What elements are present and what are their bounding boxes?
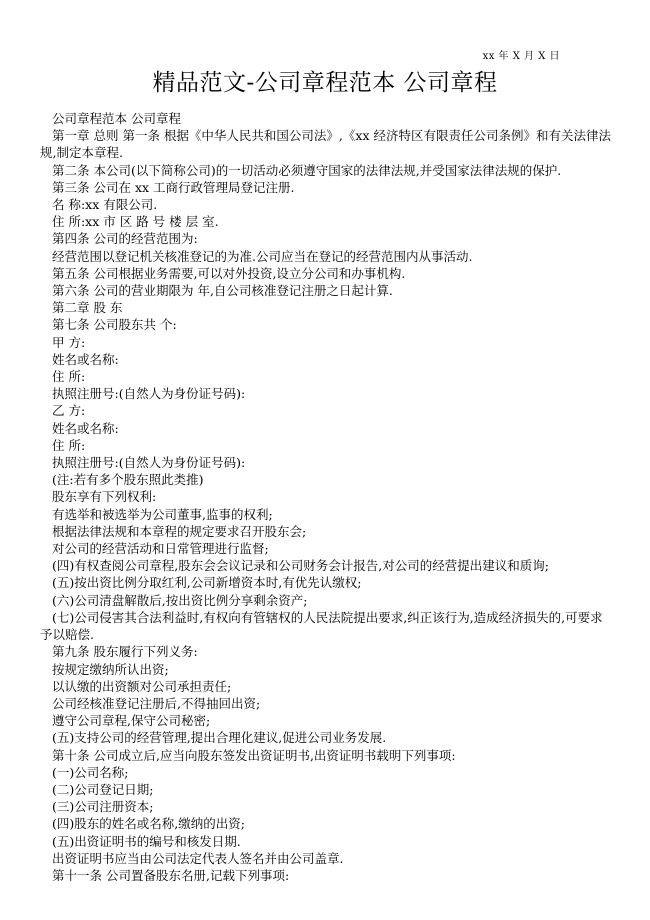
body-paragraph: 第十条 公司成立后,应当向股东签发出资证明书,出资证明书载明下列事项: (52, 747, 456, 763)
body-paragraph: (四)有权查阅公司章程,股东会会议记录和公司财务会计报告,对公司的经营提出建议和质询; (52, 558, 549, 574)
body-paragraph: 名 称:xx 有限公司. (52, 197, 158, 213)
body-paragraph: 第四条 公司的经营范围为: (52, 231, 198, 247)
body-paragraph: (注:若有多个股东照此类推) (52, 472, 204, 488)
body-paragraph: 执照注册号:(自然人为身份证号码): (52, 386, 246, 402)
body-paragraph: (六)公司清盘解散后,按出资比例分享剩余资产; (52, 592, 308, 608)
body-paragraph: 住 所: (52, 437, 86, 453)
body-paragraph: 第五条 公司根据业务需要,可以对外投资,设立分公司和办事机构. (52, 265, 406, 281)
body-paragraph: 第二章 股 东 (52, 300, 123, 316)
body-paragraph: 第一章 总则 第一条 根据《中华人民共和国公司法》,《xx 经济特区有限责任公司条例》和有关法律法规,制定本章程. (40, 128, 611, 161)
body-paragraph: (一)公司名称; (52, 764, 129, 780)
body-paragraph: 第九条 股东履行下列义务: (52, 644, 198, 660)
body-paragraph: 公司章程范本 公司章程 (52, 111, 181, 126)
body-paragraph: 住 所: (52, 369, 86, 385)
body-paragraph: 公司经核准登记注册后,不得抽回出资; (52, 695, 261, 711)
body-paragraph: 遵守公司章程,保守公司秘密; (52, 713, 211, 729)
body-paragraph: 对公司的经营活动和日常管理进行监督; (52, 541, 269, 557)
body-paragraph: 住 所:xx 市 区 路 号 楼 层 室. (52, 214, 219, 230)
body-paragraph: 以认缴的出资额对公司承担责任; (52, 678, 232, 694)
body-paragraph: 第六条 公司的营业期限为 年,自公司核准登记注册之日起计算. (52, 283, 393, 299)
body-paragraph: 第七条 公司股东共 个: (52, 317, 177, 333)
body-paragraph: 有选举和被选举为公司董事,监事的权利; (52, 506, 273, 522)
document-date: xx 年 X 月 X 日 (482, 51, 560, 62)
body-paragraph: 执照注册号:(自然人为身份证号码): (52, 455, 246, 471)
body-paragraph: (四)股东的姓名或名称,缴纳的出资; (52, 816, 245, 832)
body-paragraph: 出资证明书应当由公司法定代表人签名并由公司盖章. (52, 850, 344, 866)
body-paragraph: (五)按出资比例分取红利,公司新增资本时,有优先认缴权; (52, 575, 362, 591)
body-paragraph: 第二条 本公司(以下简称公司)的一切活动必须遵守国家的法律法规,并受国家法律法规的保护. (52, 162, 562, 178)
body-paragraph: (五)支持公司的经营管理,提出合理化建议,促进公司业务发展. (52, 730, 387, 746)
body-paragraph: 按规定缴纳所认出资; (52, 661, 169, 677)
body-paragraph: (五)出资证明书的编号和核发日期. (52, 833, 241, 849)
body-paragraph: 姓名或名称: (52, 420, 119, 436)
body-paragraph: 根据法律法规和本章程的规定要求召开股东会; (52, 523, 307, 539)
body-paragraph: (三)公司注册资本; (52, 799, 154, 815)
document-title: 精品范文-公司章程范本 公司章程 (152, 70, 498, 96)
body-paragraph: (二)公司登记日期; (52, 781, 154, 797)
body-paragraph: 姓名或名称: (52, 351, 119, 367)
body-paragraph: 甲 方: (52, 334, 86, 350)
document-body (40, 110, 615, 884)
body-paragraph: 第三条 公司在 xx 工商行政管理局登记注册. (52, 179, 295, 195)
body-paragraph: (七)公司侵害其合法利益时,有权向有管辖权的人民法院提出要求,纠正该行为,造成经济损失的,可要求予以赔偿. (40, 609, 603, 643)
body-paragraph: 第十一条 公司置备股东名册,记载下列事项: (52, 867, 290, 883)
body-paragraph: 股东享有下列权利: (52, 489, 157, 505)
body-paragraph: 经营范围以登记机关核准登记的为准.公司应当在登记的经营范围内从事活动. (52, 248, 473, 264)
body-paragraph: 乙 方: (52, 403, 86, 419)
